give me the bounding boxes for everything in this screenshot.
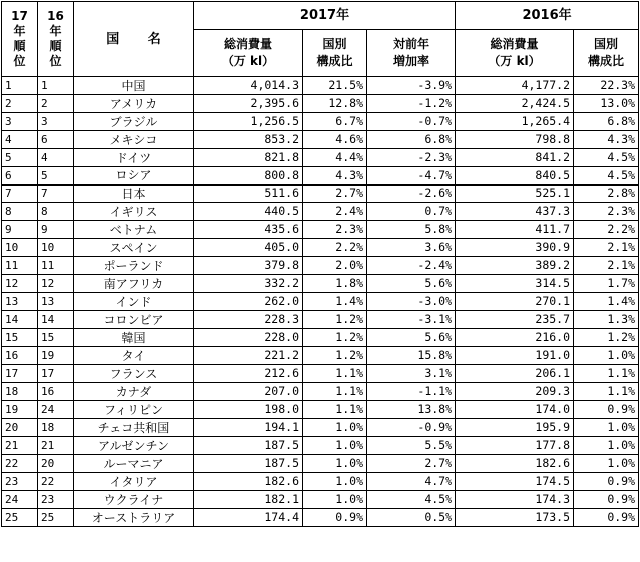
- rank-2017-cell: 1: [2, 77, 38, 95]
- rank-2017-cell: 13: [2, 293, 38, 311]
- country-cell: 韓国: [74, 329, 194, 347]
- total-2017-cell: 405.0: [194, 239, 303, 257]
- share-2017-cell: 21.5%: [303, 77, 367, 95]
- growth-cell: 3.1%: [367, 365, 456, 383]
- rank-2017-cell: 25: [2, 509, 38, 527]
- growth-cell: -1.2%: [367, 95, 456, 113]
- country-cell: ルーマニア: [74, 455, 194, 473]
- share-2017-cell: 2.0%: [303, 257, 367, 275]
- country-cell: ロシア: [74, 167, 194, 185]
- share-2017-cell: 12.8%: [303, 95, 367, 113]
- total-2017-cell: 262.0: [194, 293, 303, 311]
- share-2016-cell: 0.9%: [574, 473, 639, 491]
- rank-2016-cell: 6: [38, 131, 74, 149]
- total-2017-cell: 187.5: [194, 455, 303, 473]
- share-2017-cell: 2.7%: [303, 185, 367, 203]
- total-2016-cell: 174.5: [456, 473, 574, 491]
- rank-2017-cell: 16: [2, 347, 38, 365]
- table-row: [2, 365, 639, 383]
- rank-2016-cell: 25: [38, 509, 74, 527]
- total-2016-cell: 209.3: [456, 383, 574, 401]
- country-cell: 日本: [74, 185, 194, 203]
- total-2017-header: 総消費量 （万 kl）: [194, 30, 303, 77]
- rank-2016-cell: 14: [38, 311, 74, 329]
- total-2016-cell: 173.5: [456, 509, 574, 527]
- country-cell: 中国: [74, 77, 194, 95]
- table-row: [2, 329, 639, 347]
- growth-cell: -3.1%: [367, 311, 456, 329]
- total-2016-cell: 235.7: [456, 311, 574, 329]
- total-2016-cell: 270.1: [456, 293, 574, 311]
- country-cell: ウクライナ: [74, 491, 194, 509]
- growth-cell: -0.9%: [367, 419, 456, 437]
- share-2016-cell: 0.9%: [574, 491, 639, 509]
- growth-cell: 5.8%: [367, 221, 456, 239]
- share-2016-cell: 4.3%: [574, 131, 639, 149]
- share-2016-cell: 0.9%: [574, 509, 639, 527]
- total-2016-cell: 798.8: [456, 131, 574, 149]
- share-2016-cell: 2.8%: [574, 185, 639, 203]
- total-2016-cell: 2,424.5: [456, 95, 574, 113]
- year-2016-header: 2016年: [456, 2, 639, 30]
- growth-cell: 0.7%: [367, 203, 456, 221]
- total-2017-cell: 228.0: [194, 329, 303, 347]
- total-2017-cell: 182.6: [194, 473, 303, 491]
- rank-2017-cell: 17: [2, 365, 38, 383]
- share-2017-cell: 1.2%: [303, 329, 367, 347]
- country-cell: アメリカ: [74, 95, 194, 113]
- total-2016-cell: 841.2: [456, 149, 574, 167]
- rank-2017-cell: 4: [2, 131, 38, 149]
- share-2017-cell: 6.7%: [303, 113, 367, 131]
- total-2017-cell: 221.2: [194, 347, 303, 365]
- share-2016-cell: 1.0%: [574, 437, 639, 455]
- growth-cell: 13.8%: [367, 401, 456, 419]
- rank-2016-cell: 9: [38, 221, 74, 239]
- country-cell: ポーランド: [74, 257, 194, 275]
- total-2016-cell: 174.0: [456, 401, 574, 419]
- total-2017-cell: 379.8: [194, 257, 303, 275]
- total-2016-cell: 390.9: [456, 239, 574, 257]
- growth-cell: 15.8%: [367, 347, 456, 365]
- table-body: [2, 77, 639, 527]
- share-2016-header: 国別 構成比: [574, 30, 639, 77]
- growth-cell: 5.6%: [367, 275, 456, 293]
- rank-2016-cell: 21: [38, 437, 74, 455]
- table-row: [2, 311, 639, 329]
- rank-2016-cell: 16: [38, 383, 74, 401]
- table-row: [2, 167, 639, 185]
- share-2016-cell: 1.1%: [574, 365, 639, 383]
- rank-2017-cell: 22: [2, 455, 38, 473]
- growth-cell: -3.9%: [367, 77, 456, 95]
- country-cell: カナダ: [74, 383, 194, 401]
- rank-2017-cell: 24: [2, 491, 38, 509]
- rank-2017-cell: 9: [2, 221, 38, 239]
- share-2016-cell: 1.0%: [574, 419, 639, 437]
- share-2016-cell: 4.5%: [574, 167, 639, 185]
- table-row: [2, 347, 639, 365]
- total-2017-cell: 228.3: [194, 311, 303, 329]
- growth-cell: 4.7%: [367, 473, 456, 491]
- total-2016-cell: 206.1: [456, 365, 574, 383]
- share-2017-cell: 1.1%: [303, 365, 367, 383]
- rank-2016-cell: 19: [38, 347, 74, 365]
- rank-2017-cell: 5: [2, 149, 38, 167]
- table-row: [2, 473, 639, 491]
- share-2017-header: 国別 構成比: [303, 30, 367, 77]
- share-2017-cell: 2.3%: [303, 221, 367, 239]
- rank-2016-cell: 22: [38, 473, 74, 491]
- rank-2017-cell: 18: [2, 383, 38, 401]
- rank-2016-cell: 1: [38, 77, 74, 95]
- share-2017-cell: 4.3%: [303, 167, 367, 185]
- table-row: [2, 149, 639, 167]
- table-row: [2, 491, 639, 509]
- table-row: [2, 131, 639, 149]
- country-cell: フランス: [74, 365, 194, 383]
- year-2017-header: 2017年: [194, 2, 456, 30]
- rank-2017-cell: 6: [2, 167, 38, 185]
- total-2017-cell: 198.0: [194, 401, 303, 419]
- rank-2017-cell: 20: [2, 419, 38, 437]
- table-row: [2, 221, 639, 239]
- table-row: [2, 401, 639, 419]
- country-header: 国 名: [74, 2, 194, 77]
- total-2017-cell: 174.4: [194, 509, 303, 527]
- table-row: [2, 257, 639, 275]
- share-2016-cell: 22.3%: [574, 77, 639, 95]
- share-2017-cell: 1.0%: [303, 455, 367, 473]
- table-row: [2, 77, 639, 95]
- country-cell: コロンビア: [74, 311, 194, 329]
- rank-2016-cell: 13: [38, 293, 74, 311]
- share-2017-cell: 4.4%: [303, 149, 367, 167]
- total-2017-cell: 800.8: [194, 167, 303, 185]
- table-row: [2, 509, 639, 527]
- total-2016-cell: 174.3: [456, 491, 574, 509]
- share-2016-cell: 1.4%: [574, 293, 639, 311]
- total-2017-cell: 440.5: [194, 203, 303, 221]
- growth-cell: -2.6%: [367, 185, 456, 203]
- table-row: [2, 113, 639, 131]
- growth-cell: -0.7%: [367, 113, 456, 131]
- share-2017-cell: 1.0%: [303, 437, 367, 455]
- total-2017-cell: 187.5: [194, 437, 303, 455]
- total-2016-cell: 389.2: [456, 257, 574, 275]
- share-2017-cell: 1.2%: [303, 347, 367, 365]
- share-2016-cell: 0.9%: [574, 401, 639, 419]
- country-cell: チェコ共和国: [74, 419, 194, 437]
- share-2017-cell: 1.2%: [303, 311, 367, 329]
- total-2017-cell: 511.6: [194, 185, 303, 203]
- growth-cell: -2.4%: [367, 257, 456, 275]
- rank-2017-cell: 14: [2, 311, 38, 329]
- total-2016-cell: 191.0: [456, 347, 574, 365]
- total-2016-cell: 182.6: [456, 455, 574, 473]
- rank-2016-cell: 17: [38, 365, 74, 383]
- country-cell: 南アフリカ: [74, 275, 194, 293]
- share-2017-cell: 2.2%: [303, 239, 367, 257]
- rank-2016-cell: 4: [38, 149, 74, 167]
- total-2016-cell: 411.7: [456, 221, 574, 239]
- beer-consumption-table: [1, 1, 639, 527]
- share-2017-cell: 1.0%: [303, 419, 367, 437]
- rank-2017-cell: 12: [2, 275, 38, 293]
- growth-header: 対前年 増加率: [367, 30, 456, 77]
- country-cell: インド: [74, 293, 194, 311]
- share-2016-cell: 1.7%: [574, 275, 639, 293]
- growth-cell: -3.0%: [367, 293, 456, 311]
- total-2016-cell: 1,265.4: [456, 113, 574, 131]
- growth-cell: 6.8%: [367, 131, 456, 149]
- table-row: [2, 203, 639, 221]
- country-cell: フィリピン: [74, 401, 194, 419]
- total-2017-cell: 2,395.6: [194, 95, 303, 113]
- country-cell: ブラジル: [74, 113, 194, 131]
- country-cell: メキシコ: [74, 131, 194, 149]
- total-2017-cell: 435.6: [194, 221, 303, 239]
- growth-cell: -1.1%: [367, 383, 456, 401]
- growth-cell: -2.3%: [367, 149, 456, 167]
- total-2016-cell: 525.1: [456, 185, 574, 203]
- table-row: [2, 437, 639, 455]
- share-2017-cell: 1.4%: [303, 293, 367, 311]
- total-2016-cell: 195.9: [456, 419, 574, 437]
- country-cell: イギリス: [74, 203, 194, 221]
- share-2016-cell: 1.0%: [574, 455, 639, 473]
- rank-2016-cell: 20: [38, 455, 74, 473]
- total-2016-cell: 314.5: [456, 275, 574, 293]
- rank-2016-cell: 11: [38, 257, 74, 275]
- rank-2017-cell: 7: [2, 185, 38, 203]
- share-2017-cell: 1.0%: [303, 491, 367, 509]
- total-2017-cell: 212.6: [194, 365, 303, 383]
- table-row: [2, 275, 639, 293]
- total-2017-cell: 821.8: [194, 149, 303, 167]
- rank-2016-cell: 24: [38, 401, 74, 419]
- country-cell: ドイツ: [74, 149, 194, 167]
- rank-2017-cell: 2: [2, 95, 38, 113]
- share-2017-cell: 4.6%: [303, 131, 367, 149]
- growth-cell: 3.6%: [367, 239, 456, 257]
- rank-2016-cell: 10: [38, 239, 74, 257]
- share-2016-cell: 4.5%: [574, 149, 639, 167]
- table-row: [2, 95, 639, 113]
- growth-cell: 4.5%: [367, 491, 456, 509]
- rank-2017-header: 17 年 順 位: [2, 2, 38, 77]
- share-2016-cell: 1.3%: [574, 311, 639, 329]
- total-2017-cell: 1,256.5: [194, 113, 303, 131]
- total-2017-cell: 853.2: [194, 131, 303, 149]
- rank-2017-cell: 3: [2, 113, 38, 131]
- rank-2016-cell: 3: [38, 113, 74, 131]
- table-row: [2, 239, 639, 257]
- total-2016-cell: 216.0: [456, 329, 574, 347]
- share-2016-cell: 13.0%: [574, 95, 639, 113]
- total-2016-header: 総消費量 （万 kl）: [456, 30, 574, 77]
- rank-2016-cell: 8: [38, 203, 74, 221]
- rank-2016-cell: 7: [38, 185, 74, 203]
- country-cell: ベトナム: [74, 221, 194, 239]
- country-cell: スペイン: [74, 239, 194, 257]
- total-2017-cell: 194.1: [194, 419, 303, 437]
- total-2016-cell: 177.8: [456, 437, 574, 455]
- total-2017-cell: 182.1: [194, 491, 303, 509]
- total-2016-cell: 437.3: [456, 203, 574, 221]
- share-2016-cell: 1.1%: [574, 383, 639, 401]
- rank-2017-cell: 10: [2, 239, 38, 257]
- total-2016-cell: 4,177.2: [456, 77, 574, 95]
- table-row: [2, 185, 639, 203]
- rank-2016-cell: 23: [38, 491, 74, 509]
- share-2016-cell: 1.0%: [574, 347, 639, 365]
- total-2016-cell: 840.5: [456, 167, 574, 185]
- share-2016-cell: 2.1%: [574, 257, 639, 275]
- rank-2017-cell: 19: [2, 401, 38, 419]
- rank-2016-header: 16 年 順 位: [38, 2, 74, 77]
- share-2016-cell: 2.2%: [574, 221, 639, 239]
- rank-2017-cell: 15: [2, 329, 38, 347]
- country-cell: イタリア: [74, 473, 194, 491]
- country-cell: アルゼンチン: [74, 437, 194, 455]
- total-2017-cell: 332.2: [194, 275, 303, 293]
- share-2016-cell: 6.8%: [574, 113, 639, 131]
- share-2017-cell: 1.8%: [303, 275, 367, 293]
- growth-cell: 5.5%: [367, 437, 456, 455]
- growth-cell: 0.5%: [367, 509, 456, 527]
- rank-2017-cell: 21: [2, 437, 38, 455]
- table-row: [2, 455, 639, 473]
- share-2017-cell: 0.9%: [303, 509, 367, 527]
- share-2017-cell: 1.0%: [303, 473, 367, 491]
- share-2016-cell: 2.1%: [574, 239, 639, 257]
- country-cell: タイ: [74, 347, 194, 365]
- rank-2016-cell: 12: [38, 275, 74, 293]
- table-row: [2, 419, 639, 437]
- rank-2016-cell: 18: [38, 419, 74, 437]
- growth-cell: 2.7%: [367, 455, 456, 473]
- share-2016-cell: 2.3%: [574, 203, 639, 221]
- rank-2017-cell: 11: [2, 257, 38, 275]
- rank-2016-cell: 2: [38, 95, 74, 113]
- rank-2017-cell: 23: [2, 473, 38, 491]
- table-row: [2, 383, 639, 401]
- total-2017-cell: 207.0: [194, 383, 303, 401]
- share-2016-cell: 1.2%: [574, 329, 639, 347]
- share-2017-cell: 2.4%: [303, 203, 367, 221]
- rank-2016-cell: 5: [38, 167, 74, 185]
- table-row: [2, 293, 639, 311]
- rank-2016-cell: 15: [38, 329, 74, 347]
- total-2017-cell: 4,014.3: [194, 77, 303, 95]
- rank-2017-cell: 8: [2, 203, 38, 221]
- share-2017-cell: 1.1%: [303, 401, 367, 419]
- country-cell: オーストラリア: [74, 509, 194, 527]
- share-2017-cell: 1.1%: [303, 383, 367, 401]
- growth-cell: 5.6%: [367, 329, 456, 347]
- growth-cell: -4.7%: [367, 167, 456, 185]
